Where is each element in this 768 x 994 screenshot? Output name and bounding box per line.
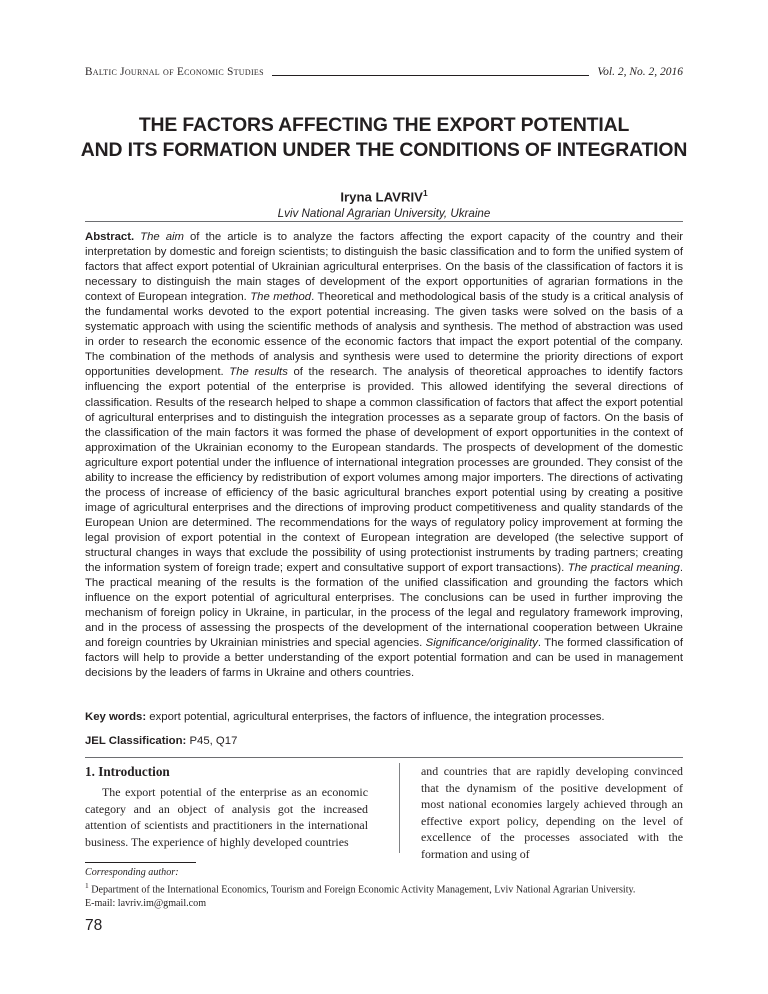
abstract-block bbox=[85, 230, 683, 681]
running-head bbox=[85, 66, 683, 79]
page-title bbox=[60, 113, 708, 163]
volume-issue-year: Vol. 2, No. 2, 2016 bbox=[597, 66, 683, 78]
article-title-line-2: AND ITS FORMATION UNDER THE CONDITIONS OF INTEGRATION bbox=[80, 139, 688, 161]
running-head-rule bbox=[272, 75, 590, 76]
abstract-marker-method: The method bbox=[250, 291, 312, 304]
body-top-divider bbox=[85, 757, 683, 758]
body-column-right bbox=[399, 763, 683, 861]
corresponding-author-label: Corresponding author: bbox=[85, 867, 179, 878]
abstract-marker-results: The results bbox=[229, 366, 288, 379]
footnote-affiliation-text: Department of the International Economics, Tourism and Foreign Economic Activity Management, Lviv National Agrarian University. bbox=[88, 884, 636, 896]
abstract-marker-significance: Significance/originality bbox=[425, 637, 538, 650]
abstract-marker-practical-meaning: The practical meaning bbox=[567, 562, 680, 575]
body-paragraph-left: The export potential of the enterprise as an economic category and an object of analysis got the increased attention of scientists and practitioners in the international business. The experience of highly developed countries bbox=[85, 785, 368, 849]
author-name-text: Iryna LAVRIV bbox=[340, 189, 423, 205]
author-footnote-marker: 1 bbox=[422, 188, 428, 198]
footnote-marker: 1 bbox=[85, 881, 89, 891]
abstract-text-5: . The formed classification of factors will help to provide a better understanding of the export potential formation and can be used in management decisions by the leaders of farms in Ukraine and others countries. bbox=[85, 637, 683, 680]
footnote-affiliation bbox=[85, 879, 683, 897]
abstract-text-3: of the research. The analysis of theoretical approaches to identify factors influencing the export potential of the enterprise is provided. This allowed identifying the several directions of classification. Results of the research helped to shape a common classification of factors that affect the export potential of agricultural enterprises and to distinguish the integration processes as a separate group of factors. On the basis of the classification of the main factors it was formed the phase of development of export opportunities in the context of approximation of the Ukrainian economy to the European standards. The prospects of development of the domestic agriculture export potential under the influence of international integration processes are grounded. They consist of the ability to increase the efficiency by redistribution of export volumes among major importers. The directions of activating the process of increase of efficiency of the basic agricultural branches export potential using by creating a positive image of agricultural enterprises and the directions of improving product competitiveness and quality standards of the European Union are determined. The recommendations for the ways of regulatory policy improvement at forming the legal provision of export potential in the context of European integration are developed (the selective support of structural changes in ways that exclude the possibility of using protectionist instruments by trading partners; creating the information system of foreign trade; expert and consultative support of export transactions). bbox=[85, 366, 683, 575]
page-number: 78 bbox=[85, 917, 103, 934]
journal-name: Baltic Journal of Economic Studies bbox=[85, 66, 264, 79]
body-columns bbox=[85, 763, 683, 861]
abstract-marker-aim: The aim bbox=[140, 231, 184, 243]
body-column-left bbox=[85, 763, 368, 853]
keywords-value: export potential, agricultural enterprises, the factors of influence, the integration processes. bbox=[146, 711, 605, 723]
footnote-divider bbox=[85, 862, 196, 863]
footnote-email: E-mail: lavriv.im@gmail.com bbox=[85, 897, 207, 909]
author-name bbox=[60, 185, 708, 205]
abstract-paragraph bbox=[85, 230, 683, 681]
body-paragraph-right: and countries that are rapidly developing convinced that the dynamism of the positive development of most national economies largely achieved through an effective export policy, depending on the level of excellence of the processes associated with the formation and using of bbox=[421, 764, 683, 861]
keywords-label: Key words: bbox=[85, 711, 147, 723]
abstract-top-divider bbox=[85, 221, 683, 222]
footnote-block bbox=[85, 866, 683, 910]
author-affiliation: Lviv National Agrarian University, Ukraine bbox=[277, 207, 491, 221]
jel-classification-value: P45, Q17 bbox=[186, 735, 238, 747]
abstract-text-1: of the article is to analyze the factors affecting the export capacity of the country and their interpretation by domestic and foreign scientists; to distinguish the basic classification and to form the unified system of factors that affect export potential of Ukrainian agricultural enterprises. On the basis of the classification of factors it is necessary to distinguish the main stages of development of the export opportunities of agrarian formations in the context of European integration. bbox=[85, 231, 683, 304]
jel-classification-line bbox=[85, 734, 683, 749]
keywords-line bbox=[85, 710, 683, 725]
abstract-label: Abstract. bbox=[85, 231, 135, 243]
article-title-line-1: THE FACTORS AFFECTING THE EXPORT POTENTIAL bbox=[138, 114, 630, 136]
section-heading-introduction: 1. Introduction bbox=[85, 764, 170, 779]
abstract-text-2: . Theoretical and methodological basis of the study is a critical analysis of the fundamental works devoted to the export potential increasing. The given tasks were solved on the basis of a systematic approach with using the scientific methods of analysis and synthesis. The method of abstraction was used in order to research the economic essence of the economic factors that impact the export potential of the company. The combination of the methods of analysis and synthesis were used to determine the priority directions of export opportunities development. bbox=[85, 291, 683, 379]
title-block bbox=[60, 113, 708, 221]
jel-classification-label: JEL Classification: bbox=[85, 735, 187, 747]
abstract-text-4: . The practical meaning of the results is the formation of the unified classification and grounding the factors which influence on the export potential of agricultural enterprises. The conclusions can be used in further improving the mechanism of foreign policy in Ukraine, in particular, in the process of the legal and regulatory framework improving, and in the process of assessing the prospects of the development of the international cooperation between Ukraine and foreign countries by Ukrainian ministries and special agencies. bbox=[85, 562, 683, 650]
